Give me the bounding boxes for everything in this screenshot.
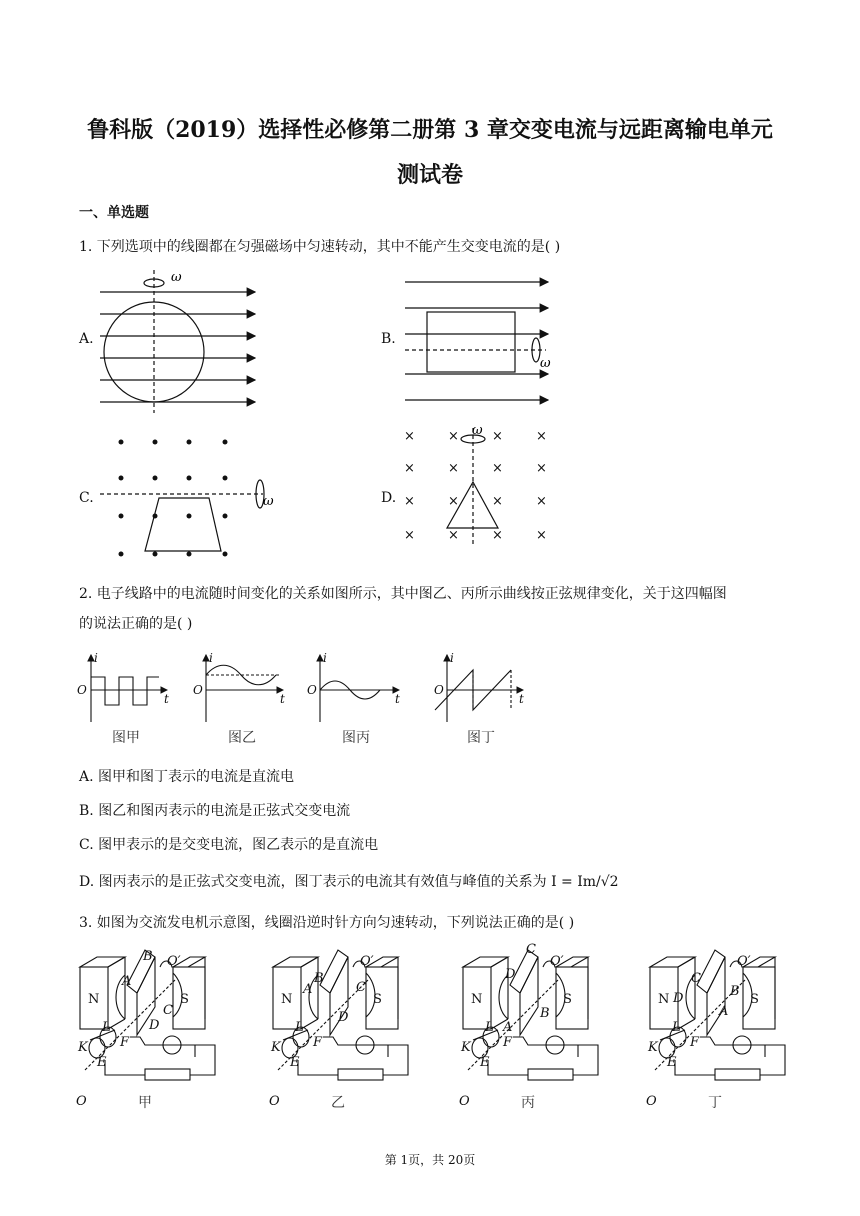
graph-caption-ding: 图丁 [467,730,495,746]
coil-letter: A [122,974,132,989]
coil-letter: E [667,1055,677,1070]
coil-letter: C [691,971,701,986]
omega-label: ω [472,423,483,438]
coil-letter: B [314,971,324,986]
axis-i-label: i [450,651,454,665]
svg-text:×: × [536,461,547,476]
svg-text:×: × [536,494,547,509]
coil-letter: F [690,1035,700,1050]
coil-letter: K [461,1040,471,1055]
coil-letter: K [648,1040,658,1055]
axis-i-label: i [94,651,98,665]
coil-letter: F [120,1035,130,1050]
coil-letter: L [295,1020,304,1035]
q3-generators [75,942,785,1115]
q3-caption-yi: 乙 [331,1095,345,1111]
coil-letter: E [290,1055,300,1070]
omega-label: ω [263,494,274,509]
coil-letter: A [303,982,313,997]
magnet-n-label: N [658,992,670,1007]
coil-letter: C [163,1003,173,1018]
q3-caption-jia: 甲 [138,1095,152,1111]
origin-label: O [193,683,203,697]
coil-letter: B [143,949,153,964]
svg-text:×: × [448,494,459,509]
question-2-stem-line-1: 2. 电子线路中的电流随时间变化的关系如图所示，其中图乙、丙所示曲线按正弦规律变化，关于这四幅图 [79,586,727,602]
omega-label: ω [171,270,182,285]
o-prime-label: O′ [550,954,564,969]
o-label: O [76,1094,87,1109]
origin-label: O [434,683,444,697]
coil-letter: L [672,1020,681,1035]
axis-t-label: t [164,692,169,706]
magnet-s-label: S [373,992,382,1007]
coil-letter: K [78,1040,88,1055]
q3-caption-ding: 丁 [708,1095,722,1111]
question-3-stem: 3. 如图为交流发电机示意图，线圈沿逆时针方向匀速转动，下列说法正确的是( ) [79,915,575,931]
coil-letter: A [719,1004,729,1019]
coil-letter: C [356,980,366,995]
axis-t-label: t [395,692,400,706]
coil-letter: F [313,1035,323,1050]
svg-text:×: × [448,461,459,476]
svg-text:×: × [448,429,459,444]
magnet-s-label: S [180,992,189,1007]
origin-label: O [77,683,87,697]
svg-text:×: × [492,461,503,476]
q2-option-b: B. 图乙和图丙表示的电流是正弦式交变电流 [79,803,351,819]
coil-letter: D [673,991,684,1006]
svg-text:×: × [404,528,415,543]
coil-letter: D [338,1010,349,1025]
graph-caption-bing: 图丙 [342,730,370,746]
question-1-stem: 1. 下列选项中的线圈都在匀强磁场中匀速转动，其中不能产生交变电流的是( ) [79,239,561,255]
q3-caption-bing: 丙 [521,1095,535,1111]
svg-text:×: × [492,429,503,444]
page-footer: 第 1页，共 20页 [384,1153,476,1167]
q2-option-d: D. 图丙表示的是正弦式交变电流，图丁表示的电流其有效值与峰值的关系为 I = Im/√2 [79,874,619,890]
coil-letter: E [97,1055,107,1070]
coil-letter: D [149,1018,160,1033]
coil-letter: F [503,1035,513,1050]
omega-label: ω [540,356,551,371]
title-line-2: 测试卷 [396,162,463,188]
svg-text:×: × [404,494,415,509]
coil-letter: D [505,967,516,982]
o-prime-label: O′ [167,954,181,969]
axis-t-label: t [280,692,285,706]
coil-letter: A [503,1020,513,1035]
q1-figure-c [95,430,285,565]
title-line-1: 鲁科版（2019）选择性必修第二册第 3 章交变电流与远距离输电单元 [87,117,773,143]
coil-letter: C [526,942,536,957]
axis-i-label: i [323,651,327,665]
q1-figure-d [400,420,560,550]
svg-text:×: × [536,429,547,444]
magnet-s-label: S [750,992,759,1007]
coil-letter: L [102,1020,111,1035]
q1-figure-a [95,265,270,415]
magnet-n-label: N [471,992,483,1007]
q2-option-a: A. 图甲和图丁表示的电流是直流电 [79,769,295,785]
coil-letter: L [485,1020,494,1035]
svg-text:×: × [448,528,459,543]
o-label: O [459,1094,470,1109]
q1-label-b: B. [381,331,396,347]
graph-caption-jia: 图甲 [112,730,140,746]
question-2-stem-line-2: 的说法正确的是( ) [79,616,193,632]
svg-text:×: × [492,528,503,543]
svg-text:×: × [404,461,415,476]
o-label: O [269,1094,280,1109]
svg-text:×: × [492,494,503,509]
coil-letter: K [271,1040,281,1055]
graph-caption-yi: 图乙 [228,730,256,746]
magnet-s-label: S [563,992,572,1007]
magnet-n-label: N [88,992,100,1007]
axis-i-label: i [209,651,213,665]
coil-letter: E [480,1055,490,1070]
o-prime-label: O′ [737,954,751,969]
coil-letter: B [540,1006,550,1021]
q1-figure-b [400,270,560,410]
magnet-n-label: N [281,992,293,1007]
coil-letter: B [730,984,740,999]
section-heading: 一、单选题 [79,205,149,221]
q1-label-d: D. [381,490,397,506]
o-label: O [646,1094,657,1109]
q1-label-a: A. [79,331,94,347]
origin-label: O [307,683,317,697]
q2-option-c: C. 图甲表示的是交变电流，图乙表示的是直流电 [79,837,379,853]
o-prime-label: O′ [360,954,374,969]
axis-t-label: t [519,692,524,706]
q1-label-c: C. [79,490,94,506]
svg-text:×: × [536,528,547,543]
svg-text:×: × [404,429,415,444]
q2-graphs [75,650,535,750]
